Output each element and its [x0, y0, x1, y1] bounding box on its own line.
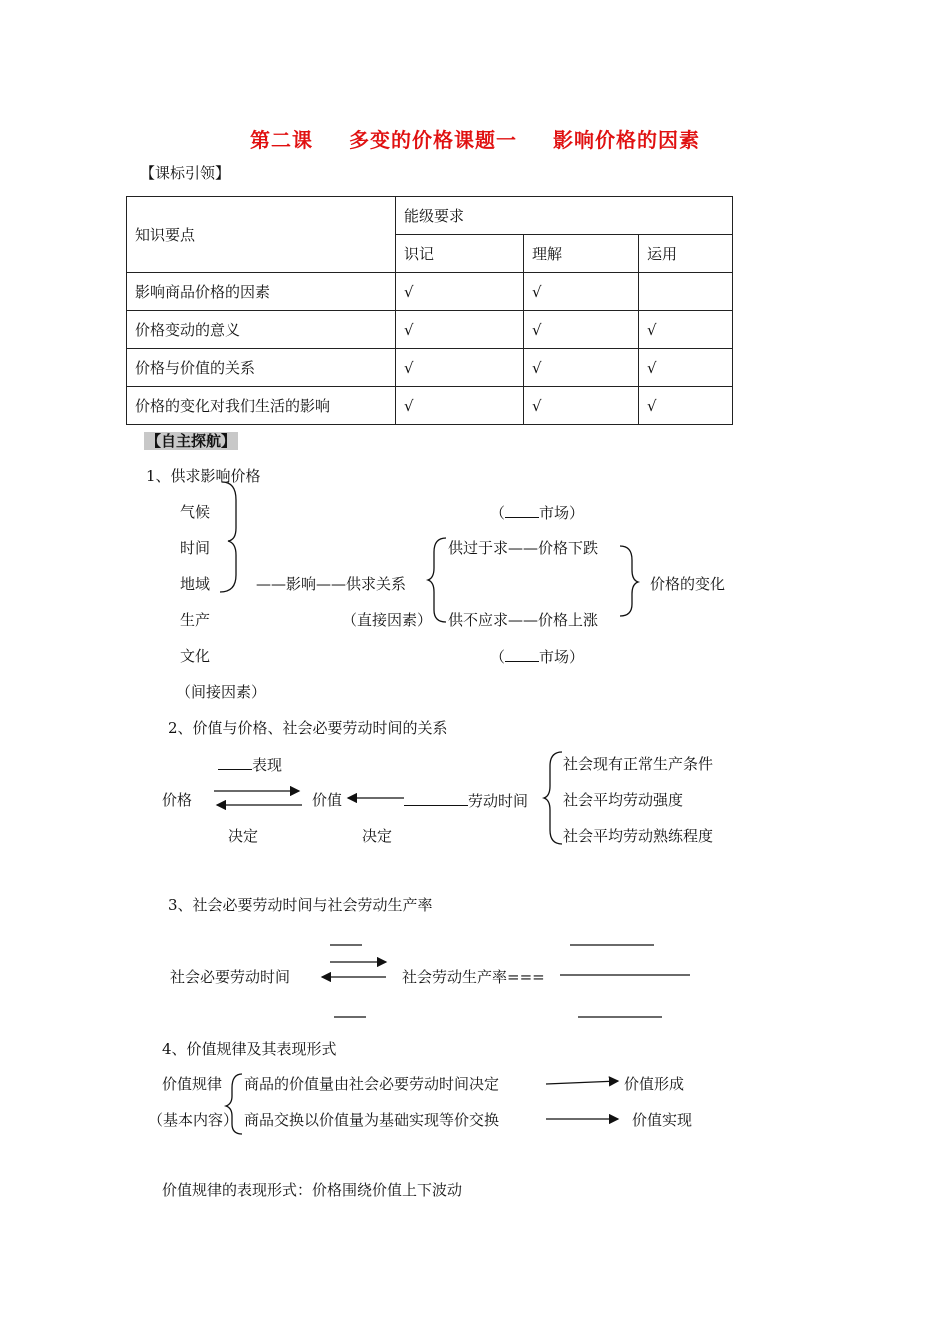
labor-time-label: [404, 791, 528, 810]
check-cell: √: [396, 273, 524, 311]
fill-blank[interactable]: [505, 647, 539, 662]
value-realization: 价值实现: [632, 1111, 693, 1129]
check-cell: √: [396, 311, 524, 349]
check-cell: √: [524, 349, 639, 387]
row-label: 影响商品价格的因素: [127, 273, 396, 311]
s3-heading: 3、社会必要劳动时间与社会劳动生产率: [168, 896, 433, 914]
title-lesson: 第二课: [250, 128, 313, 152]
express-label: [218, 755, 282, 774]
express-text: 表现: [252, 756, 283, 774]
influence-label: ——影响——供求关系: [256, 575, 407, 593]
title-subject: 影响价格的因素: [553, 128, 700, 152]
row-label: 价格变动的意义: [127, 311, 396, 349]
condition-item: 社会平均劳动强度: [563, 791, 684, 809]
check-cell: √: [639, 349, 733, 387]
supply-exceeds-demand: 供过于求——价格下跌: [448, 539, 599, 557]
value-formation: 价值形成: [624, 1075, 685, 1093]
supply-demand-brace: [428, 538, 446, 622]
market-suffix: 市场）: [539, 504, 585, 522]
fill-blank[interactable]: [218, 755, 252, 770]
factor-item: 生产: [180, 611, 211, 629]
labor-productivity: 社会劳动生产率===: [402, 968, 545, 986]
check-cell: √: [524, 273, 639, 311]
header-knowledge: 知识要点: [127, 197, 396, 273]
fill-blank[interactable]: [505, 503, 539, 518]
check-cell: √: [396, 349, 524, 387]
header-apply: 运用: [639, 235, 733, 273]
header-understand: 理解: [524, 235, 639, 273]
row-label: 价格的变化对我们生活的影响: [127, 387, 396, 425]
indirect-factors-label: （间接因素）: [176, 683, 267, 701]
check-cell: √: [524, 311, 639, 349]
conditions-brace: [544, 752, 562, 844]
factor-item: 地域: [180, 575, 211, 593]
decide-label: 决定: [362, 827, 393, 845]
labor-time-text: 劳动时间: [468, 792, 529, 810]
check-cell: √: [396, 387, 524, 425]
row-label: 价格与价值的关系: [127, 349, 396, 387]
market-prefix: （: [490, 648, 506, 666]
s4-heading: 4、价值规律及其表现形式: [162, 1040, 337, 1058]
value-label: 价值: [312, 791, 343, 809]
check-cell: √: [639, 311, 733, 349]
check-cell: √: [524, 387, 639, 425]
law-content-2: 商品交换以价值量为基础实现等价交换: [244, 1111, 500, 1129]
direct-factors-label: （直接因素）: [342, 611, 433, 629]
buyer-market-label: [490, 503, 584, 522]
market-prefix: （: [490, 504, 506, 522]
market-suffix: 市场）: [539, 648, 585, 666]
section-explore-label: 【自主探航】: [146, 432, 237, 450]
title-topic: 多变的价格课题一: [349, 128, 517, 152]
decide-label: 决定: [228, 827, 259, 845]
supply-short-of-demand: 供不应求——价格上涨: [448, 611, 599, 629]
seller-market-label: [490, 647, 584, 666]
law-form-statement: 价值规律的表现形式：价格围绕价值上下波动: [162, 1181, 463, 1199]
basic-content-label: （基本内容）: [148, 1111, 239, 1129]
law-content-1: 商品的价值量由社会必要劳动时间决定: [244, 1075, 500, 1093]
factor-item: 气候: [180, 503, 211, 521]
price-change-label: 价格的变化: [650, 575, 726, 593]
price-label: 价格: [162, 791, 193, 809]
header-level: 能级要求: [396, 197, 733, 235]
factors-brace: [220, 482, 236, 592]
check-cell: √: [639, 387, 733, 425]
s2-heading: 2、价值与价格、社会必要劳动时间的关系: [168, 719, 448, 737]
fill-blank[interactable]: [404, 791, 468, 806]
factor-item: 文化: [180, 647, 211, 665]
condition-item: 社会现有正常生产条件: [563, 755, 714, 773]
condition-item: 社会平均劳动熟练程度: [563, 827, 714, 845]
factor-item: 时间: [180, 539, 211, 557]
s1-heading: 1、供求影响价格: [146, 467, 261, 485]
necessary-labor-time: 社会必要劳动时间: [170, 968, 291, 986]
price-change-brace: [620, 546, 638, 616]
section-course-heading: 【课标引领】: [140, 164, 231, 182]
law-of-value-label: 价值规律: [162, 1075, 223, 1093]
header-memorize: 识记: [396, 235, 524, 273]
